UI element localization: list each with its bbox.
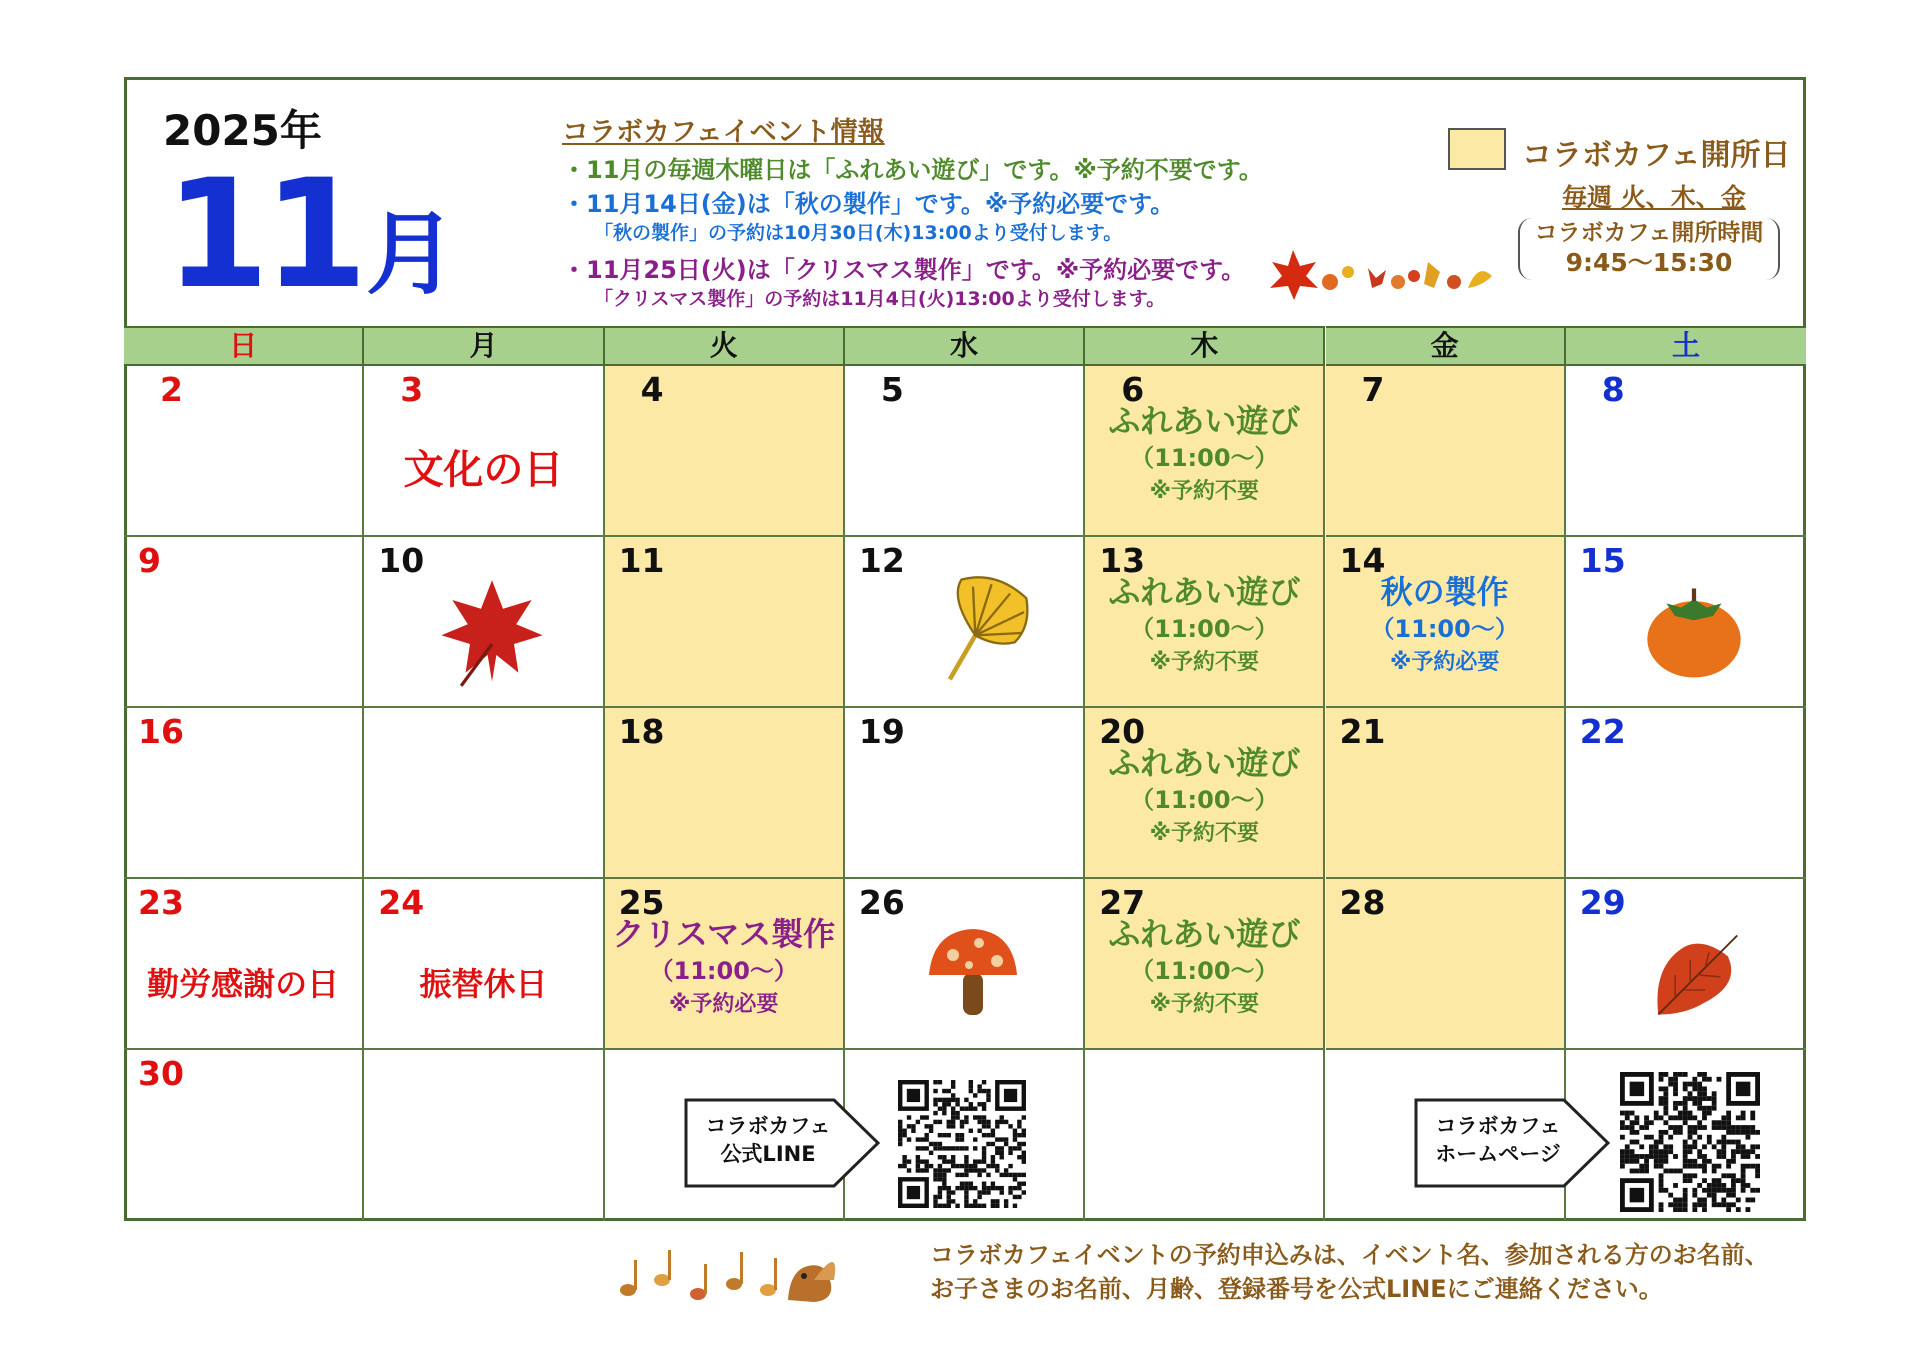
day-cell [364, 366, 604, 537]
day-cell [845, 537, 1085, 708]
day-number: 18 [618, 712, 665, 751]
day-number: 26 [858, 883, 905, 922]
day-cell [124, 879, 364, 1050]
day-cell [364, 1050, 604, 1221]
day-number: 8 [1601, 370, 1625, 409]
day-cell [1326, 708, 1566, 879]
day-number: 27 [1099, 883, 1146, 922]
line-link-label[interactable]: コラボカフェ 公式LINE [705, 1114, 831, 1166]
event-time: （11:00～） [649, 957, 798, 985]
day-cell [845, 879, 1085, 1050]
day-number: 24 [378, 883, 425, 922]
ginkgo-leaf-icon [915, 575, 1031, 691]
month-number: 11 [165, 148, 362, 322]
event-time: （11:00～） [1130, 615, 1279, 643]
event-title: ふれあい遊び [1108, 915, 1301, 953]
open-day-legend-label: コラボカフェ開所日 [1522, 138, 1791, 173]
day-cell [1085, 537, 1325, 708]
day-cell [1326, 366, 1566, 537]
day-number: 15 [1579, 541, 1626, 580]
day-number: 2 [160, 370, 183, 409]
day-cell [605, 366, 845, 537]
mushroom-icon [923, 925, 1023, 1025]
autumn-leaves-decoration-icon [1268, 248, 1498, 302]
weekday-header: 木 [1085, 326, 1325, 366]
weekday-header: 金 [1326, 326, 1566, 366]
day-cell [1566, 879, 1806, 1050]
event-time: （11:00～） [1370, 615, 1519, 643]
footer-line-2: お子さまのお名前、月齢、登録番号を公式LINEにご連絡ください。 [930, 1275, 1663, 1303]
event-note: ※予約必要 [1389, 650, 1500, 675]
day-number: 5 [880, 370, 904, 409]
day-number: 30 [138, 1054, 184, 1093]
event-title: クリスマス製作 [612, 915, 836, 953]
persimmon-icon [1641, 580, 1747, 686]
day-number: 28 [1339, 883, 1386, 922]
day-number: 21 [1339, 712, 1386, 751]
day-cell [124, 366, 364, 537]
day-cell [845, 708, 1085, 879]
day-number: 16 [138, 712, 184, 751]
day-number: 7 [1361, 370, 1385, 409]
day-cell [124, 537, 364, 708]
day-number: 23 [138, 883, 184, 922]
event-info-line: ・11月14日(金)は「秋の製作」です。※予約必要です。 [562, 190, 1175, 218]
footer-note [930, 1238, 1769, 1306]
day-cell [845, 366, 1085, 537]
year-label: 2025年 [163, 106, 322, 155]
homepage-qr-code-icon[interactable] [1620, 1072, 1768, 1212]
weekday-header: 日 [124, 326, 364, 366]
open-days-text: 毎週 火、木、金 [1562, 183, 1746, 212]
event-info-line: ・11月25日(火)は「クリスマス製作」です。※予約必要です。 [562, 256, 1246, 284]
homepage-link-label[interactable]: コラボカフェ ホームページ [1435, 1114, 1561, 1166]
open-day-legend-swatch [1448, 128, 1506, 170]
day-cell [364, 879, 604, 1050]
day-cell [1085, 708, 1325, 879]
event-info-line: 「秋の製作」の予約は10月30日(木)13:00より受付します。 [594, 222, 1123, 244]
day-cell [364, 708, 604, 879]
event-time: （11:00～） [1130, 444, 1279, 472]
event-info-title: コラボカフェイベント情報 [562, 117, 885, 148]
holiday-label: 文化の日 [403, 447, 564, 493]
day-cell [1085, 879, 1325, 1050]
day-cell [1566, 366, 1806, 537]
red-leaf-icon [1647, 928, 1741, 1022]
weekday-header: 月 [364, 326, 604, 366]
holiday-label: 振替休日 [419, 965, 548, 1003]
weekday-header: 火 [605, 326, 845, 366]
day-cell [1085, 1050, 1325, 1221]
event-time: （11:00～） [1130, 957, 1279, 985]
month-suffix: 月 [366, 202, 456, 307]
day-number: 3 [400, 370, 424, 409]
event-note: ※予約必要 [669, 992, 779, 1017]
event-title: 秋の製作 [1380, 573, 1509, 611]
music-notes-squirrel-icon [618, 1240, 840, 1306]
footer-line-1: コラボカフェイベントの予約申込みは、イベント名、参加される方のお名前、 [930, 1241, 1769, 1269]
event-note: ※予約不要 [1149, 821, 1260, 846]
event-title: ふれあい遊び [1108, 402, 1301, 440]
day-number: 10 [378, 541, 425, 580]
day-number: 6 [1121, 370, 1145, 409]
weekday-header: 水 [845, 326, 1085, 366]
weekday-header: 土 [1566, 326, 1806, 366]
event-note: ※予約不要 [1149, 992, 1260, 1017]
day-number: 11 [618, 541, 665, 580]
event-title: ふれあい遊び [1108, 744, 1301, 782]
line-qr-code-icon[interactable] [898, 1080, 1040, 1208]
maple-leaf-icon [437, 578, 547, 688]
opening-hours-title: コラボカフェ開所時間 [1534, 220, 1764, 246]
event-note: ※予約不要 [1149, 650, 1260, 675]
holiday-label: 勤労感謝の日 [147, 965, 340, 1003]
day-cell [124, 708, 364, 879]
day-number: 14 [1339, 541, 1386, 580]
day-number: 4 [640, 370, 664, 409]
day-cell [364, 537, 604, 708]
opening-hours-box [1518, 218, 1780, 280]
day-cell [1566, 537, 1806, 708]
event-note: ※予約不要 [1149, 479, 1260, 504]
opening-hours-value: 9:45～15:30 [1565, 248, 1733, 277]
day-cell [1085, 366, 1325, 537]
day-number: 12 [858, 541, 905, 580]
day-cell [605, 537, 845, 708]
day-number: 22 [1579, 712, 1626, 751]
day-number: 9 [138, 541, 161, 580]
day-cell [1326, 537, 1566, 708]
day-cell [1566, 708, 1806, 879]
day-cell [605, 879, 845, 1050]
day-number: 20 [1099, 712, 1146, 751]
event-time: （11:00～） [1130, 786, 1279, 814]
day-number: 29 [1579, 883, 1626, 922]
event-info-line: 「クリスマス製作」の予約は11月4日(火)13:00より受付します。 [594, 288, 1166, 310]
day-number: 19 [858, 712, 905, 751]
event-title: ふれあい遊び [1108, 573, 1301, 611]
day-number: 25 [618, 883, 665, 922]
day-cell [605, 708, 845, 879]
event-info-line: ・11月の毎週木曜日は「ふれあい遊び」です。※予約不要です。 [562, 156, 1263, 184]
day-cell [124, 1050, 364, 1221]
day-number: 13 [1099, 541, 1146, 580]
day-cell [1326, 879, 1566, 1050]
